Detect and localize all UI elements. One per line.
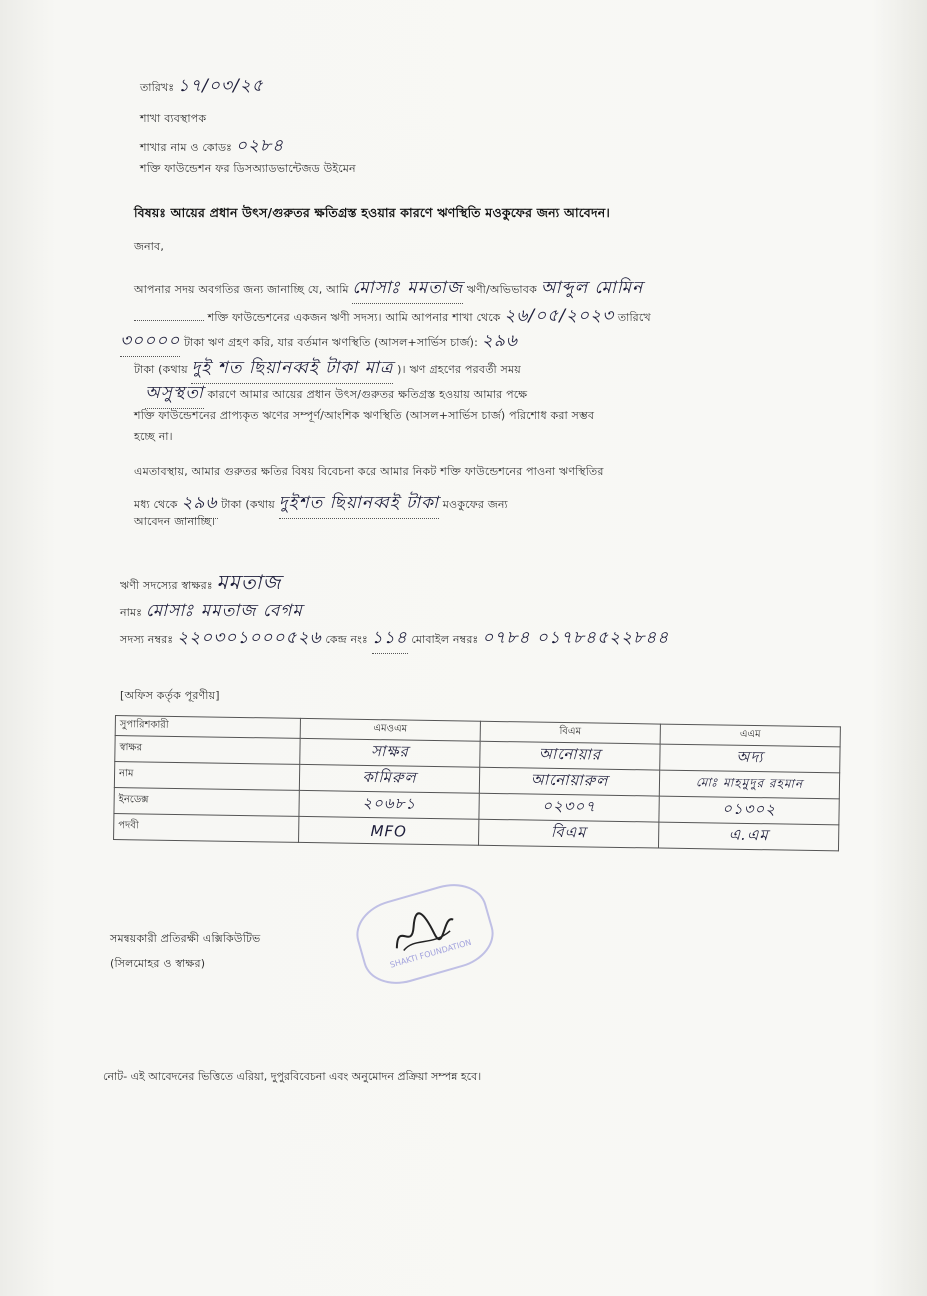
- body-text: )। ঋণ গ্রহণের পরবর্তী সময়: [397, 363, 521, 376]
- body-line-7: হচ্ছে না।: [134, 430, 173, 443]
- am-cell: ০১৩০২: [659, 796, 839, 825]
- body-text: টাকা ঋণ গ্রহণ করি, যার বর্তমান ঋণস্থিতি (আসল+সার্ভিস চার্জ):: [183, 336, 479, 349]
- body-text: ঋণী/অভিভাবক: [466, 283, 538, 296]
- waive-amount-words-field: দুইশত ছিয়ানব্বই টাকা: [279, 490, 439, 519]
- balance-words-field: দুই শত ছিয়ানব্বই টাকা মাত্র: [191, 355, 393, 384]
- body-line-10: আবেদন জানাচ্ছি।: [134, 515, 216, 528]
- loan-amount-field: ৩০০০০: [120, 328, 180, 357]
- body-text: মওকুফের জন্য: [442, 498, 508, 511]
- office-use-caption: [অফিস কর্তৃক পূরণীয়]: [120, 689, 220, 702]
- director-seal-note: (সিলমোহর ও স্বাক্ষর): [110, 957, 206, 970]
- mom-cell: সাক্ষর: [300, 738, 480, 767]
- mom-cell: MFO: [299, 816, 479, 845]
- date-value: ১৭/০৩/২৫: [178, 76, 264, 96]
- subject-line: বিষয়ঃ আয়ের প্রধান উৎস/গুরুতর ক্ষতিগ্রস্ত হওয়ার কারণে ঋণস্থিতি মওকুফের জন্য আবেদন।: [134, 205, 611, 220]
- reason-field: অসুস্থতা: [145, 380, 204, 409]
- loan-date-field: ২৬/০৫/২০২৩: [504, 306, 615, 326]
- row-label: নাম: [114, 762, 299, 791]
- bm-cell: আনোয়ারুল: [479, 767, 659, 796]
- balance-field: ২৯৬: [481, 331, 518, 351]
- organization: শক্তি ফাউন্ডেশন ফর ডিসঅ্যাডভান্টেজড উইমেন: [140, 162, 356, 175]
- member-no-value: ২২০৩০১০০০৫২৬: [177, 628, 322, 648]
- body-line-6: শক্তি ফাউন্ডেশনের প্রাপ্যকৃত ঋণের সম্পূর্ণ/আংশিক ঋণস্থিতি (আসল+সার্ভিস চার্জ) পরিশোধ করা সম্ভব: [134, 409, 595, 422]
- body-text: টাকা (কথায়: [221, 498, 275, 511]
- review-table: [113, 715, 841, 851]
- body-text: মধ্য থেকে: [134, 498, 178, 511]
- center-value: ১১৪: [372, 625, 408, 654]
- row-label: স্বাক্ষর: [115, 736, 300, 765]
- branch-code: ০২৮৪: [235, 136, 284, 156]
- branch-label: শাখার নাম ও কোডঃ: [140, 141, 233, 154]
- footer-note: নোট- এই আবেদনের ভিত্তিতে এরিয়া, দুপুরবিবেচনা এবং অনুমোদন প্রক্রিয়া সম্পন্ন হবে।: [103, 1070, 482, 1083]
- row-label: ইনডেক্স: [114, 787, 299, 816]
- director-title: সমন্বয়কারী প্রতিরক্ষী এক্সিকিউটিভ: [110, 932, 261, 945]
- body-line-2: [134, 303, 651, 331]
- center-label: কেন্দ্র নংঃ: [325, 633, 368, 646]
- body-text: আপনার সদয় অবগতির জন্য জানাচ্ছি যে, আমি: [134, 283, 349, 296]
- body-line-1: [134, 275, 643, 304]
- date-label: তারিখঃ: [140, 81, 175, 94]
- header-cell: এএম: [660, 724, 840, 747]
- bm-cell: বিএম: [478, 819, 658, 848]
- member-id-line: [120, 625, 669, 654]
- body-text: কারণে আমার আয়ের প্রধান উৎস/গুরুতর ক্ষতিগ্রস্ত হওয়ায় আমার পক্ষে: [207, 388, 528, 401]
- mobile-label: মোবাইল নম্বরঃ: [411, 633, 479, 646]
- guardian-field: আব্দুল মোমিন: [540, 278, 644, 298]
- header-cell: সুপারিশকারী: [115, 716, 300, 739]
- body-line-3: [120, 328, 518, 357]
- signature-label: ঋণী সদস্যের স্বাক্ষরঃ: [120, 579, 213, 592]
- name-label: নামঃ: [120, 606, 143, 619]
- mom-cell: ২০৬৮১: [299, 790, 479, 819]
- body-text: টাকা (কথায়: [134, 363, 188, 376]
- body-text: শক্তি ফাউন্ডেশনের একজন ঋণী সদস্য। আমি আপনার শাখা থেকে: [207, 311, 501, 324]
- body-text: তারিখে: [617, 311, 651, 324]
- am-cell: এ.এম: [658, 822, 838, 851]
- waive-amount-field: ২৯৬: [181, 490, 217, 519]
- am-cell: মোঃ মাহমুদুর রহমান: [659, 770, 839, 799]
- member-name-line: [120, 598, 303, 626]
- blank-dots: [134, 320, 204, 321]
- member-no-label: সদস্য নম্বরঃ: [120, 633, 174, 646]
- member-signature: মমতাজ: [216, 570, 282, 594]
- branch-line: [140, 133, 284, 161]
- office-stamp: [349, 875, 501, 993]
- am-cell: অদ্য: [660, 744, 840, 773]
- body-line-8: এমতাবস্থায়, আমার গুরুতর ক্ষতির বিষয় বিবেচনা করে আমার নিকট শক্তি ফাউন্ডেশনের পাওনা ঋণস্থিতির: [134, 465, 604, 478]
- bm-cell: ০২৩০৭: [479, 793, 659, 822]
- header-cell: বিএম: [480, 721, 660, 744]
- member-name-value: মোসাঃ মমতাজ বেগম: [145, 601, 303, 621]
- mobile-value: ০৭৮৪ ০১৭৮৪৫২২৮৪৪: [482, 628, 670, 648]
- member-name-field: মোসাঃ মমতাজ: [352, 275, 463, 304]
- row-label: পদবী: [114, 813, 299, 842]
- stamp-text: SHAKTI FOUNDATION: [388, 937, 473, 970]
- bm-cell: আনোয়ার: [480, 741, 660, 770]
- member-signature-line: [120, 568, 281, 601]
- mom-cell: কামিরুল: [299, 764, 479, 793]
- salutation: জনাব,: [134, 240, 165, 253]
- date-line: [140, 73, 264, 101]
- body-line-5: [145, 380, 527, 409]
- header-cell: এমওএম: [300, 718, 480, 741]
- recipient: শাখা ব্যবস্থাপক: [140, 112, 207, 125]
